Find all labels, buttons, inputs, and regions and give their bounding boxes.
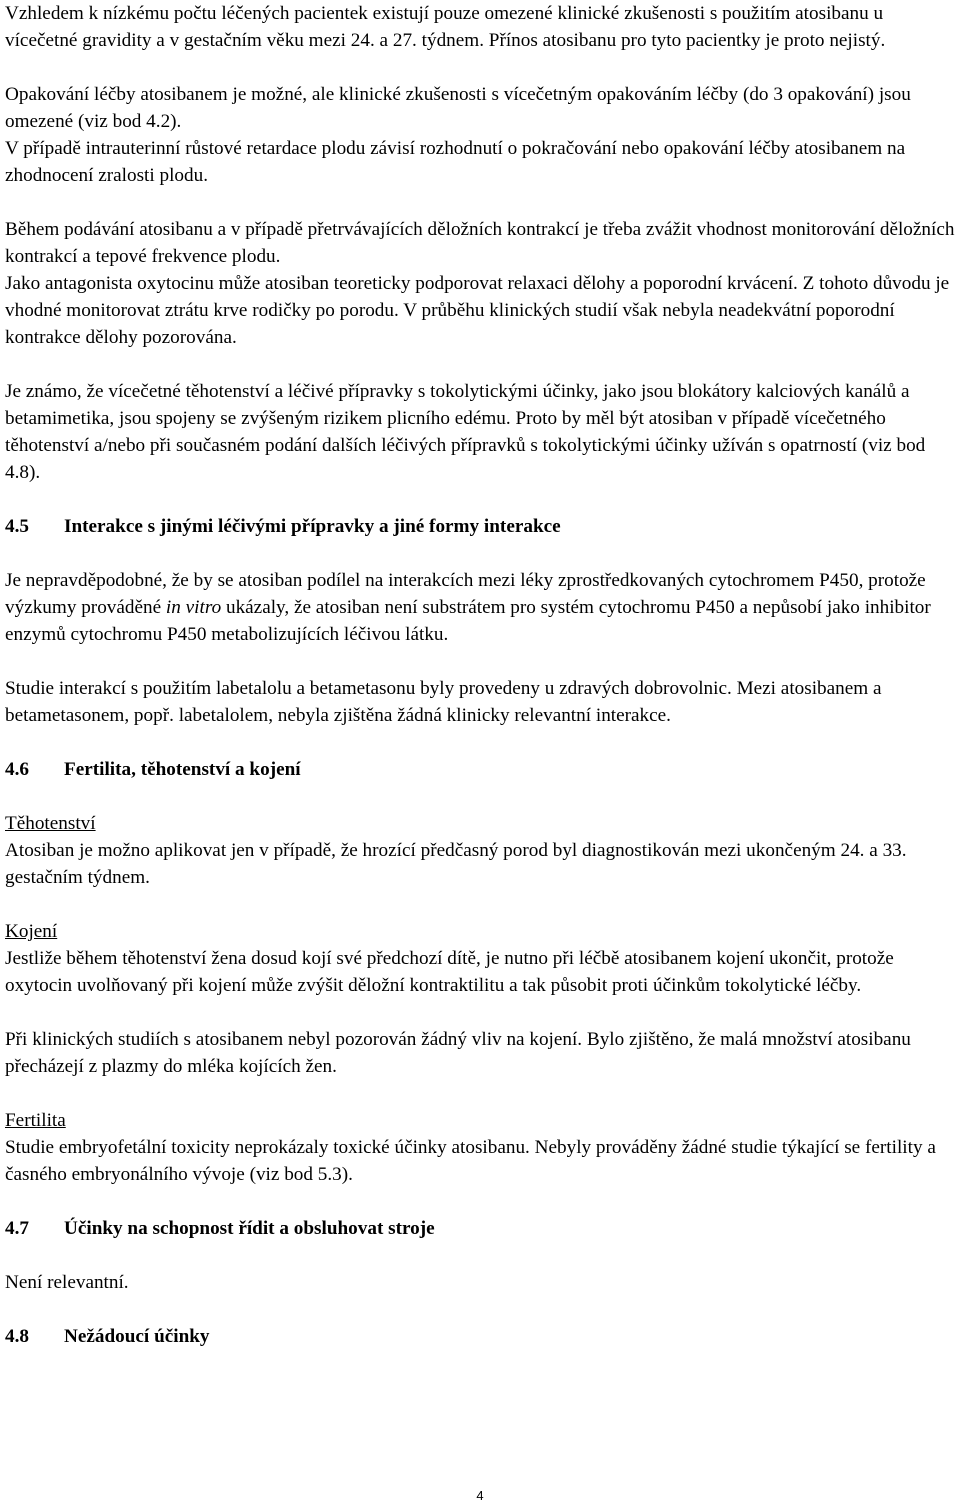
subheading-pregnancy: Těhotenství xyxy=(5,813,96,834)
paragraph-pregnancy: Atosiban je možno aplikovat jen v případě, že hrozící předčasný porod byl diagnostikován mezi ukončeným 24. a 33. gestačním týdnem. xyxy=(5,840,907,888)
section-heading-4-5 xyxy=(5,513,960,540)
italic-in-vitro: in vitro xyxy=(165,597,222,618)
paragraph-pulmonary-edema: Je známo, že vícečetné těhotenství a léčivé přípravky s tokolytickými účinky, jako jsou blokátory kalciových kanálů a betamimetika, jsou spojeny se zvýšeným rizikem plicního edému. Proto by měl být atosiban v případě vícečetného těhotenství a/nebo při současném podání dalších léčivých přípravků s tokolytickými účinky užíván s opatrností (viz bod 4.8). xyxy=(5,381,926,483)
section-title: Fertilita, těhotenství a kojení xyxy=(64,759,301,780)
paragraph-lactation-1: Jestliže během těhotenství žena dosud kojí své předchozí dítě, je nutno při léčbě atosibanem kojení ukončit, protože oxytocin uvolňovaný při kojení může zvýšit děložní kontraktilitu a tak působit proti účinkům tokolytické léčby. xyxy=(5,948,894,996)
paragraph-limited-experience: Vzhledem k nízkému počtu léčených pacientek existují pouze omezené klinické zkušenosti s použitím atosibanu u vícečetné gravidity a v gestačním věku mezi 24. a 27. týdnem. Přínos atosibanu pro tyto pacientky je proto nejistý. xyxy=(5,3,886,51)
section-title: Interakce s jinými léčivými přípravky a jiné formy interakce xyxy=(64,516,561,537)
section-heading-4-6 xyxy=(5,756,960,783)
paragraph-repeat-treatment: Opakování léčby atosibanem je možné, ale klinické zkušenosti s vícečetným opakováním léčby (do 3 opakování) jsou omezené (viz bod 4.2). xyxy=(5,84,911,132)
section-number: 4.5 xyxy=(5,516,29,537)
paragraph-fertility: Studie embryofetální toxicity neprokázaly toxické účinky atosibanu. Nebyly prováděny žádné studie týkající se fertility a časného embryonálního vývoje (viz bod 5.3). xyxy=(5,1137,936,1185)
subheading-fertility: Fertilita xyxy=(5,1110,66,1131)
section-number: 4.6 xyxy=(5,759,29,780)
paragraph-interactions-studies: Studie interakcí s použitím labetalolu a betametasonu byly provedeny u zdravých dobrovolnic. Mezi atosibanem a betametasonem, popř. labetalolem, nebyla zjištěna žádná klinicky relevantní interakce. xyxy=(5,678,882,726)
paragraph-growth-retardation: V případě intrauterinní růstové retardace plodu závisí rozhodnutí o pokračování nebo opakování léčby atosibanem na zhodnocení zralosti plodu. xyxy=(5,138,906,186)
paragraph-driving: Není relevantní. xyxy=(5,1272,129,1293)
paragraph-monitoring: Během podávání atosibanu a v případě přetrvávajících děložních kontrakcí je třeba zvážit vhodnost monitorování děložních kontrakcí a tepové frekvence plodu. xyxy=(5,219,955,267)
section-title: Nežádoucí účinky xyxy=(64,1326,210,1347)
paragraph-lactation-2: Při klinických studiích s atosibanem nebyl pozorován žádný vliv na kojení. Bylo zjištěno, že malá množství atosibanu přecházejí z plazmy do mléka kojících žen. xyxy=(5,1029,911,1077)
page-number: 4 xyxy=(476,1488,484,1503)
paragraph-interactions-cyp450: Je nepravděpodobné, že by se atosiban podílel na interakcích mezi léky zprostředkovaných cytochromem P450, protože výzkumy prováděné in vitro ukázaly, že atosiban není substrátem pro systém cytochromu P450 a nepůsobí jako inhibitor enzymů cytochromu P450 metabolizujících léčivou látku. xyxy=(5,570,931,645)
section-heading-4-8 xyxy=(5,1323,960,1350)
section-title: Účinky na schopnost řídit a obsluhovat stroje xyxy=(64,1218,435,1239)
document-page xyxy=(5,0,960,1350)
subheading-lactation: Kojení xyxy=(5,921,58,942)
paragraph-oxytocin-antagonist: Jako antagonista oxytocinu může atosiban teoreticky podporovat relaxaci dělohy a poporodní krvácení. Z tohoto důvodu je vhodné monitorovat ztrátu krve rodičky po porodu. V průběhu klinických studií však nebyla neadekvátní poporodní kontrakce dělohy pozorována. xyxy=(5,273,950,348)
section-number: 4.7 xyxy=(5,1218,29,1239)
section-heading-4-7 xyxy=(5,1215,960,1242)
section-number: 4.8 xyxy=(5,1326,29,1347)
